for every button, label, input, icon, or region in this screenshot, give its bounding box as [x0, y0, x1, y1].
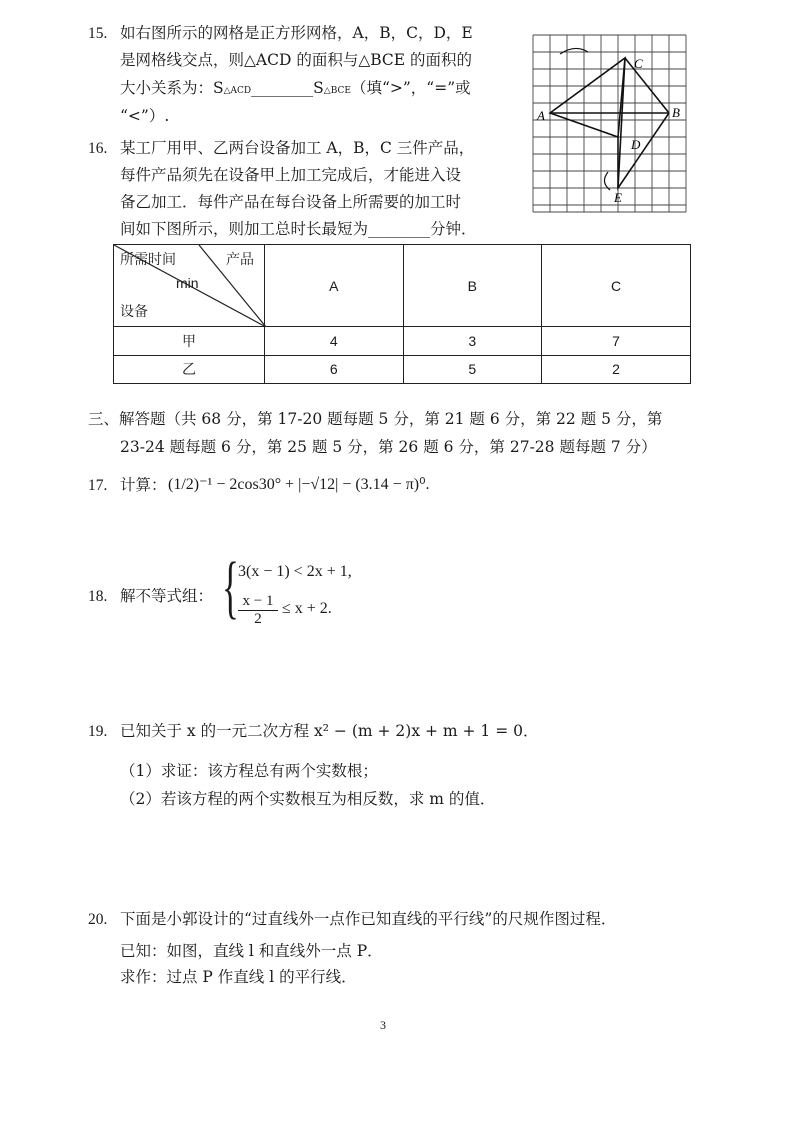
- q19-text: 已知关于 x 的一元二次方程 x² − (m + 2)x + m + 1 = 0．: [120, 722, 539, 740]
- q17-expression: (1/2)⁻¹ − 2cos30° + |−√12| − (3.14 − π)⁰.: [168, 476, 430, 493]
- column-header-c: C: [542, 245, 691, 327]
- q19-part2: （2）若该方程的两个实数根互为相反数，求 m 的值．: [120, 790, 496, 808]
- q15-line2: 是网格线交点，则△ACD 的面积与△BCE 的面积的: [120, 51, 473, 69]
- q17-number: 17.: [88, 477, 108, 494]
- label-c: C: [634, 56, 643, 71]
- q15-number: 15.: [88, 25, 108, 42]
- table-header-diagonal-cell: [114, 245, 265, 327]
- q16-number: 16.: [88, 140, 108, 157]
- q19-part1: （1）求证：该方程总有两个实数根；: [120, 762, 378, 780]
- q19-number: 19.: [88, 723, 108, 740]
- section3-line2: 23-24 题每题 6 分，第 25 题 5 分，第 26 题 6 分，第 27-28 题每题 7 分）: [120, 438, 657, 456]
- table-cell: 7: [542, 327, 691, 356]
- q18-inequality-1: 3(x − 1) < 2x + 1,: [238, 563, 352, 580]
- q18-number: 18.: [88, 588, 108, 605]
- row-device: 乙: [114, 355, 265, 384]
- table-row: [114, 327, 691, 356]
- triangle-bce-part: [618, 113, 669, 188]
- column-header-a: A: [265, 245, 404, 327]
- q17-text: 计算：: [120, 476, 167, 494]
- q18-inequality-2-rest: ≤ x + 2.: [282, 600, 332, 617]
- q20-text: 下面是小郭设计的“过直线外一点作已知直线的平行线”的尺规作图过程．: [120, 910, 617, 928]
- q18-text: 解不等式组：: [120, 587, 214, 605]
- table-cell: 3: [403, 327, 542, 356]
- segment-top-b: [625, 58, 669, 113]
- table-cell: 6: [265, 355, 404, 384]
- header-unit: min: [176, 275, 199, 291]
- label-a: A: [537, 108, 545, 123]
- table-cell: 5: [403, 355, 542, 384]
- section3-line1: 三、解答题（共 68 分，第 17-20 题每题 5 分，第 21 题 6 分，第 22 题 5 分，第: [88, 410, 663, 428]
- triangle-acd: [550, 58, 625, 137]
- q20-construct: 求作：过点 P 作直线 l 的平行线．: [120, 968, 357, 986]
- grid-lines: [533, 35, 686, 212]
- triangles: [550, 58, 669, 188]
- table-cell: 4: [265, 327, 404, 356]
- column-header-b: B: [403, 245, 542, 327]
- table-row: [114, 355, 691, 384]
- q18-fraction-denominator: 2: [254, 611, 262, 627]
- q18-fraction-numerator: x − 1: [238, 593, 278, 611]
- grid-figure: [530, 32, 690, 215]
- q16-line4: 间如下图所示，则加工总时长最短为________分钟．: [120, 220, 477, 238]
- header-time: 所需时间: [120, 251, 176, 267]
- label-d: D: [631, 137, 641, 152]
- q15-line1: 如右图所示的网格是正方形网格，A，B，C，D，E: [120, 24, 473, 42]
- row-device: 甲: [114, 327, 265, 356]
- page-number: 3: [380, 1018, 386, 1032]
- q16-line2: 每件产品须先在设备甲上加工完成后，才能进入设: [120, 166, 462, 184]
- system-brace: {: [222, 549, 239, 626]
- q16-line1: 某工厂用甲、乙两台设备加工 A，B，C 三件产品，: [120, 139, 475, 157]
- q15-line4: “<”）.: [120, 107, 170, 125]
- table-cell: 2: [542, 355, 691, 384]
- processing-time-table: [113, 244, 691, 384]
- q20-given: 已知：如图，直线 l 和直线外一点 P．: [120, 942, 383, 960]
- header-product: 产品: [226, 251, 254, 267]
- q15-line3: 大小关系为：S△ACD________S△BCE（填“>”，“=”或: [120, 79, 471, 97]
- q20-number: 20.: [88, 911, 108, 928]
- header-device: 设备: [120, 303, 148, 319]
- q16-line3: 备乙加工．每件产品在每台设备上所需要的加工时: [120, 193, 462, 211]
- label-e: E: [614, 190, 622, 205]
- label-b: B: [672, 105, 680, 120]
